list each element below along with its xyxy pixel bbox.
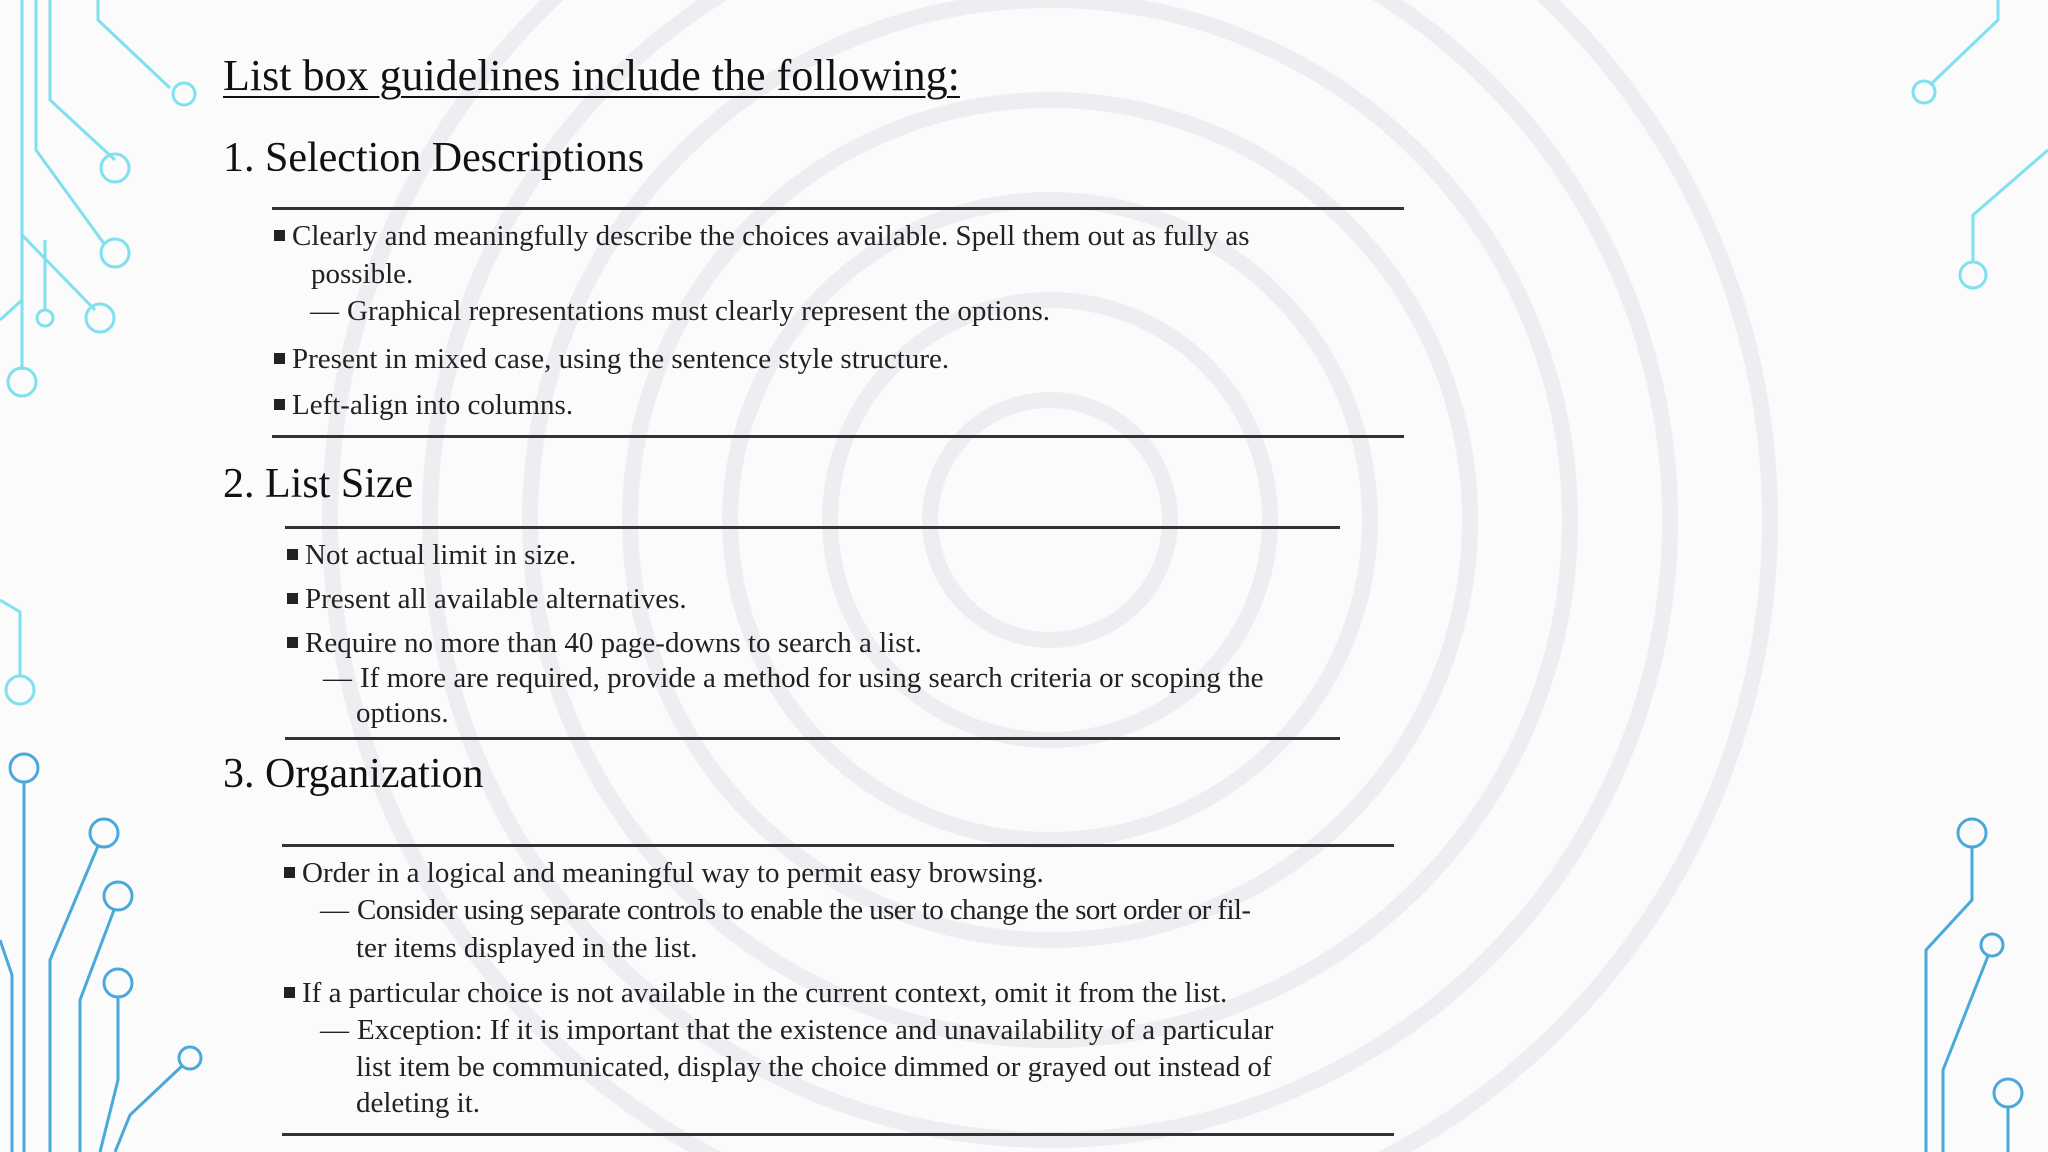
line-text: Consider using separate controls to enable the user to change the sort order or fil- — [357, 894, 1251, 926]
section-title-selection-descriptions: 1. Selection Descriptions — [223, 135, 645, 181]
list-item — [356, 697, 449, 730]
list-item — [274, 389, 573, 422]
line-text: Left-align into columns. — [292, 389, 574, 421]
list-item — [287, 627, 922, 660]
line-text: If more are required, provide a method for using search criteria or scoping the — [360, 662, 1264, 694]
em-dash-icon: — — [320, 1014, 349, 1046]
em-dash-icon: — — [323, 662, 352, 694]
slide-heading: List box guidelines include the following: — [223, 51, 960, 100]
line-text: deleting it. — [356, 1087, 481, 1119]
line-text: Clearly and meaningfully describe the choices available. Spell them out as fully as — [292, 220, 1250, 252]
section-title-organization: 3. Organization — [223, 751, 484, 797]
line-text: options. — [356, 697, 449, 729]
list-item — [284, 977, 1227, 1010]
line-text: Graphical representations must clearly represent the options. — [347, 295, 1051, 327]
list-item — [274, 220, 1250, 253]
list-item — [311, 258, 413, 291]
list-item — [356, 1087, 480, 1120]
list-item — [320, 894, 1250, 927]
list-item — [320, 1014, 1273, 1047]
list-item — [274, 343, 949, 376]
line-text: Present all available alternatives. — [305, 583, 687, 615]
line-text: Not actual limit in size. — [305, 539, 577, 571]
square-bullet-icon — [284, 987, 295, 998]
line-text: Order in a logical and meaningful way to permit easy browsing. — [302, 857, 1044, 889]
line-text: ter items displayed in the list. — [356, 932, 698, 964]
list-item — [356, 1051, 1272, 1084]
line-text: list item be communicated, display the choice dimmed or grayed out instead of — [356, 1051, 1272, 1083]
square-bullet-icon — [274, 230, 285, 241]
em-dash-icon: — — [310, 295, 339, 327]
list-item — [356, 932, 698, 965]
section-title-list-size: 2. List Size — [223, 461, 414, 507]
square-bullet-icon — [287, 637, 298, 648]
list-item — [287, 539, 576, 572]
line-text: possible. — [311, 258, 414, 290]
square-bullet-icon — [284, 867, 295, 878]
square-bullet-icon — [287, 593, 298, 604]
line-text: Require no more than 40 page-downs to search a list. — [305, 627, 922, 659]
list-item — [310, 295, 1050, 328]
square-bullet-icon — [287, 549, 298, 560]
list-size-box — [285, 526, 1340, 740]
list-item — [287, 583, 687, 616]
square-bullet-icon — [274, 353, 285, 364]
line-text: Present in mixed case, using the sentence style structure. — [292, 343, 950, 375]
selection-descriptions-box — [272, 207, 1404, 438]
list-item — [323, 662, 1263, 695]
square-bullet-icon — [274, 399, 285, 410]
em-dash-icon: — — [320, 894, 349, 926]
line-text: If a particular choice is not available in the current context, omit it from the list. — [302, 977, 1228, 1009]
line-text: Exception: If it is important that the existence and unavailability of a particular — [357, 1014, 1274, 1046]
circuit-decoration-left-icon — [0, 0, 220, 1152]
list-item — [284, 857, 1044, 890]
organization-box — [282, 844, 1394, 1136]
circuit-decoration-right-icon — [1848, 0, 2048, 1152]
